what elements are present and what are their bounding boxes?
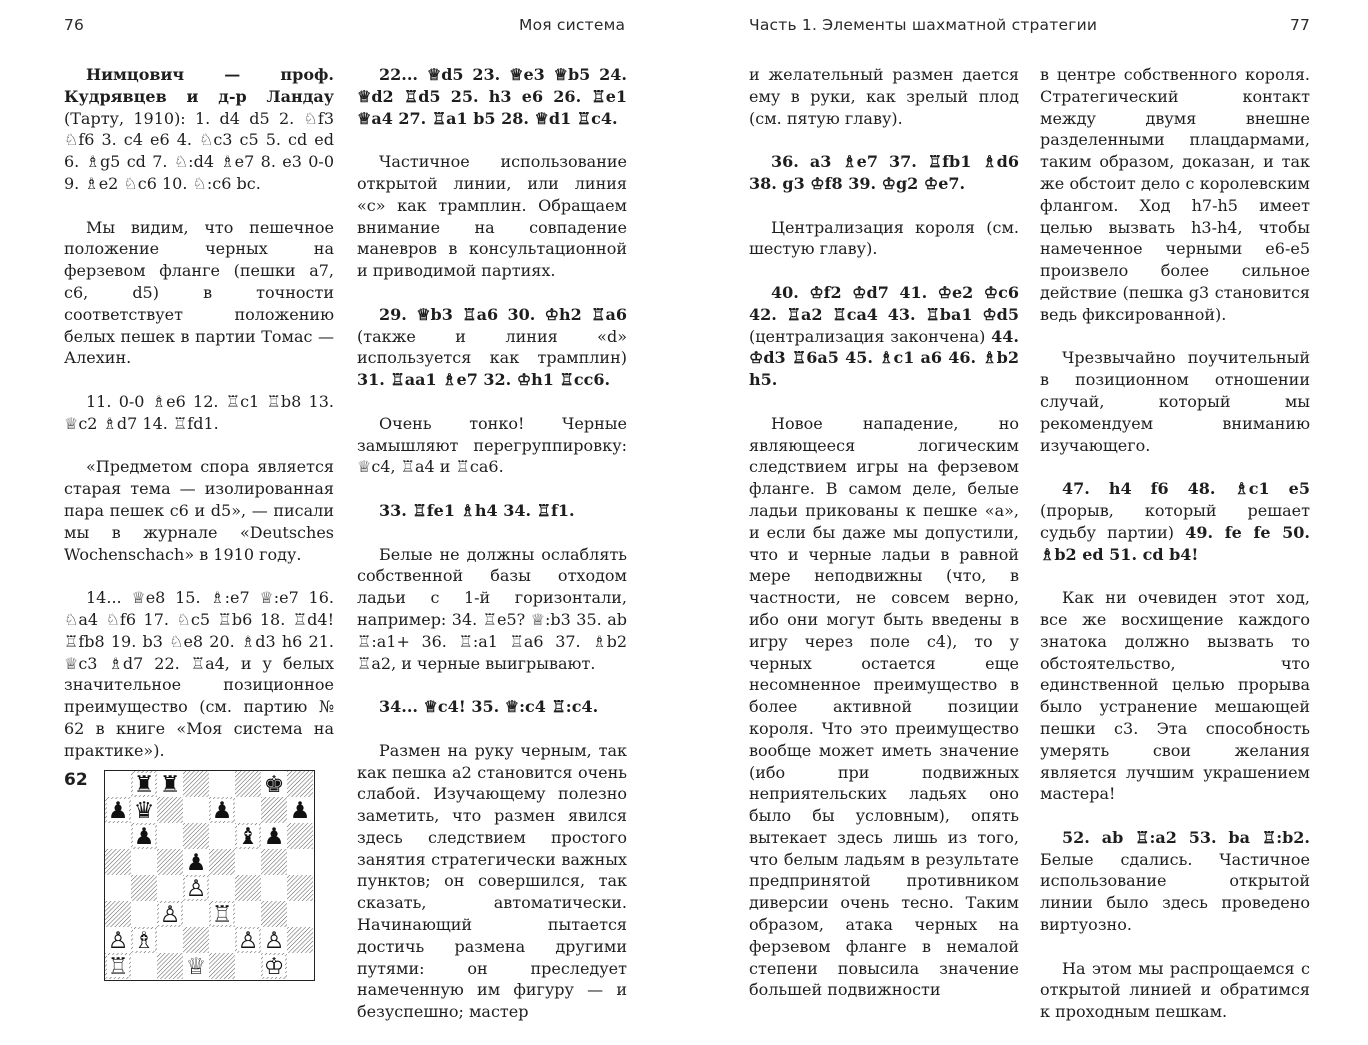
paragraph: Белые не должны ослаблять собственной базы отходом ладьи с 1-й горизонтали, например: 34. ♖e5? ♕:b3 35. ab ♖:a1+ 36. ♖:a1 ♖a6 37. ♗b2 ♖a2, и черные выигрывают. bbox=[357, 544, 627, 673]
move-line bbox=[357, 304, 627, 391]
chess-board bbox=[105, 771, 313, 979]
light-square bbox=[131, 849, 157, 875]
chess-piece-black: ♚ bbox=[263, 772, 285, 798]
move-line bbox=[1040, 827, 1310, 936]
paragraph: и желательный размен дается ему в руки, как зрелый плод (см. пятую главу). bbox=[749, 65, 1019, 128]
light-square bbox=[183, 901, 209, 927]
light-square bbox=[209, 771, 235, 797]
light-square bbox=[209, 823, 235, 849]
move-line: 22... ♕d5 23. ♕e3 ♕b5 24. ♕d2 ♖d5 25. h3 e6 26. ♖e1 ♕a4 27. ♖a1 b5 28. ♕d1 ♖c4. bbox=[357, 65, 627, 128]
chess-piece-black: ♟ bbox=[133, 824, 155, 850]
dark-square bbox=[209, 849, 235, 875]
dark-square bbox=[261, 849, 287, 875]
dark-square bbox=[157, 797, 183, 823]
right-page-number: 77 bbox=[1290, 16, 1311, 34]
dark-square bbox=[157, 849, 183, 875]
dark-square bbox=[183, 823, 209, 849]
chess-piece-black: ♝ bbox=[237, 824, 259, 850]
chess-piece-white: ♙ bbox=[107, 928, 129, 954]
dark-square bbox=[157, 953, 183, 979]
dark-square bbox=[209, 953, 235, 979]
paragraph: Очень тонко! Черные замышляют перегруппировку: ♕c4, ♖a4 и ♖ca6. bbox=[357, 413, 627, 477]
light-square bbox=[287, 953, 313, 979]
paragraph: «Предметом спора является старая тема — изолированная пара пешек c6 и d5», — писали мы в журнале «Deutsches Wochenschach» в 1910 году. bbox=[64, 457, 334, 564]
light-square bbox=[235, 797, 261, 823]
paragraph: Чрезвычайно поучительный в позиционном отношении случай, который мы рекомендуем вниманию изучающего. bbox=[1040, 348, 1310, 455]
light-square bbox=[105, 771, 131, 797]
moves-comment: Белые сдались. Частичное использование открытой линии было здесь проведено виртуозно. bbox=[1040, 849, 1310, 935]
left-page-number: 76 bbox=[64, 16, 85, 34]
light-square bbox=[105, 875, 131, 901]
chess-piece-black: ♛ bbox=[133, 798, 155, 824]
moves-bold: 29. ♕b3 ♖a6 30. ♔h2 ♖a6 bbox=[379, 304, 627, 324]
dark-square bbox=[287, 771, 313, 797]
move-line: 11. 0-0 ♗e6 12. ♖c1 ♖b8 13. ♕c2 ♗d7 14. ♖fd1. bbox=[64, 391, 334, 433]
paragraph: Централизация короля (см. шестую главу). bbox=[749, 217, 1019, 259]
move-line bbox=[749, 282, 1019, 391]
light-square bbox=[261, 875, 287, 901]
moves-comment: (прорыв, который решает судьбу партии) bbox=[1040, 500, 1310, 542]
chess-piece-white: ♙ bbox=[185, 876, 207, 902]
light-square bbox=[183, 797, 209, 823]
light-square bbox=[209, 875, 235, 901]
chess-piece-black: ♟ bbox=[185, 850, 207, 876]
dark-square bbox=[105, 901, 131, 927]
chess-piece-black: ♟ bbox=[107, 798, 129, 824]
moves-bold: 49. fe fe 50. ♗b2 ed 51. cd b4! bbox=[1040, 522, 1310, 564]
light-square bbox=[105, 823, 131, 849]
chess-piece-white: ♙ bbox=[263, 928, 285, 954]
paragraph: На этом мы распрощаемся с открытой линией и обратимся к проходным пешкам. bbox=[1040, 958, 1310, 1022]
game-players: Нимцович — проф. Кудрявцев и д-р Ландау bbox=[64, 65, 334, 106]
light-square bbox=[131, 901, 157, 927]
light-square bbox=[235, 901, 261, 927]
light-square bbox=[287, 849, 313, 875]
moves-bold: 52. ab ♖:a2 53. ba ♖:b2. bbox=[1062, 827, 1310, 847]
chess-piece-black: ♟ bbox=[289, 798, 311, 824]
light-square bbox=[157, 927, 183, 953]
dark-square bbox=[131, 875, 157, 901]
game-opening-moves: (Тарту, 1910): 1. d4 d5 2. ♘f3 ♘f6 3. c4 e6 4. ♘c3 c5 5. cd ed 6. ♗g5 cd 7. ♘:d4 ♗e7 8. e3 0-0 9. ♗e2 ♘c6 10. ♘:c6 bc. bbox=[64, 108, 334, 193]
right-page-column-1 bbox=[749, 64, 1019, 1023]
chess-piece-white: ♔ bbox=[263, 954, 285, 979]
paragraph: Размен на руку черным, так как пешка a2 становится очень слабой. Изучающему полезно заметить, что размен явился здесь следствием простого занятия стратегически важных пунктов; он совершился, так сказать, автоматически. Начинающий пытается достичь размена другими путями: он преследует намеченную им фигуру — и безуспешно; мастер bbox=[357, 740, 627, 1022]
moves-comment: (также и линия «d» используется как трамплин) bbox=[357, 326, 627, 368]
chess-piece-black: ♜ bbox=[159, 772, 181, 798]
move-line: 33. ♖fe1 ♗h4 34. ♖f1. bbox=[379, 500, 575, 520]
light-square bbox=[287, 901, 313, 927]
paragraph: в центре собственного короля. Стратегический контакт между двумя внешне разделенными плацдармами, таким образом, доказан, и так же обстоит дело с королевским флангом. Ход h7-h5 имеет целью вызвать h3-h4, чтобы намеченное черными e6-e5 произвело более сильное действие (пешка g3 становится ведь фиксированной). bbox=[1040, 65, 1310, 324]
moves-bold: 47. h4 f6 48. ♗c1 e5 bbox=[1062, 479, 1310, 499]
chess-piece-black: ♟ bbox=[211, 798, 233, 824]
moves-bold: 40. ♔f2 ♔d7 41. ♔e2 ♔c6 42. ♖a2 ♖ca4 43. ♖ba1 ♔d5 bbox=[749, 282, 1019, 324]
light-square bbox=[235, 953, 261, 979]
left-page-column-1 bbox=[64, 64, 334, 783]
left-running-title: Моя система bbox=[519, 16, 626, 34]
paragraph: Новое нападение, но являющееся логическим следствием игры на ферзевом фланге. В самом деле, белые ладьи прикованы к пешке «а», и если бы даже мы допустили, что и черные ладьи в равной мере неподвижны (что, в частности, не совсем верно, ибо они могут быть введены в игру через поле с4), то у черных остается еще несомненное преимущество в более активной позиции короля. Что это преимущество вообще может иметь значение (ибо при подвижных неприятельских ладьях оно было бы условным), опять вытекает здесь лишь из того, что белым ладьям в результате предпринятой противником диверсии очень тесно. Таким образом, атака черных на ферзевом фланге в немалой степени повысила значение большей подвижности bbox=[749, 413, 1019, 1000]
chess-piece-white: ♙ bbox=[159, 902, 181, 928]
chess-diagram bbox=[104, 770, 315, 981]
chess-piece-white: ♖ bbox=[107, 954, 129, 979]
dark-square bbox=[235, 875, 261, 901]
dark-square bbox=[287, 927, 313, 953]
paragraph: Частичное использование открытой линии, или линия «с» как трамплин. Обращаем внимание на совпадение маневров в консультационной и приводимой партиях. bbox=[357, 152, 627, 281]
moves-bold: 44. ♔d3 ♖6a5 45. ♗c1 a6 46. ♗b2 h5. bbox=[749, 326, 1019, 390]
paragraph: Как ни очевиден этот ход, все же восхищение каждого знатока должно вызвать то обстоятельство, что единственной целью прорыва было устранение мешающей пешки c3. Эта способность умерять свои желания является лучшим украшением мастера! bbox=[1040, 588, 1310, 804]
dark-square bbox=[105, 849, 131, 875]
left-page-column-2 bbox=[357, 64, 627, 1045]
chess-piece-white: ♕ bbox=[185, 954, 207, 979]
moves-comment: (централизация закончена) bbox=[749, 326, 992, 346]
light-square bbox=[235, 849, 261, 875]
paragraph: Мы видим, что пешечное положение черных на ферзевом фланге (пешки a7, c6, d5) в точности соответствует положению белых пешек в партии Томас — Алехин. bbox=[64, 217, 334, 368]
chess-piece-white: ♗ bbox=[133, 928, 155, 954]
diagram-number: 62 bbox=[64, 770, 88, 790]
light-square bbox=[157, 823, 183, 849]
light-square bbox=[131, 953, 157, 979]
move-line: 36. a3 ♗e7 37. ♖fb1 ♗d6 38. g3 ♔f8 39. ♔g2 ♔e7. bbox=[749, 152, 1019, 193]
chess-piece-white: ♖ bbox=[211, 902, 233, 928]
chess-piece-black: ♟ bbox=[263, 824, 285, 850]
right-page-column-2 bbox=[1040, 64, 1310, 1045]
moves-bold: 31. ♖aa1 ♗e7 32. ♔h1 ♖cc6. bbox=[357, 370, 611, 390]
move-line bbox=[1040, 478, 1310, 565]
dark-square bbox=[261, 901, 287, 927]
chess-piece-white: ♙ bbox=[237, 928, 259, 954]
dark-square bbox=[261, 797, 287, 823]
dark-square bbox=[235, 771, 261, 797]
light-square bbox=[157, 875, 183, 901]
game-header bbox=[64, 64, 334, 195]
dark-square bbox=[287, 875, 313, 901]
chess-piece-black: ♜ bbox=[133, 772, 155, 798]
dark-square bbox=[183, 927, 209, 953]
move-line: 34... ♕c4! 35. ♕:c4 ♖:c4. bbox=[379, 697, 599, 717]
light-square bbox=[209, 927, 235, 953]
dark-square bbox=[287, 823, 313, 849]
dark-square bbox=[183, 771, 209, 797]
move-line: 14... ♕e8 15. ♗:e7 ♕:e7 16. ♘a4 ♘f6 17. ♘c5 ♖b6 18. ♖d4! ♖fb8 19. b3 ♘e8 20. ♗d3 h6 21. ♕c3 ♗d7 22. ♖a4, и у белых значительное позиционное преимущество (см. партию № 62 в книге «Моя система на практике»). bbox=[64, 588, 334, 760]
right-running-title: Часть 1. Элементы шахматной стратегии bbox=[749, 16, 1098, 34]
